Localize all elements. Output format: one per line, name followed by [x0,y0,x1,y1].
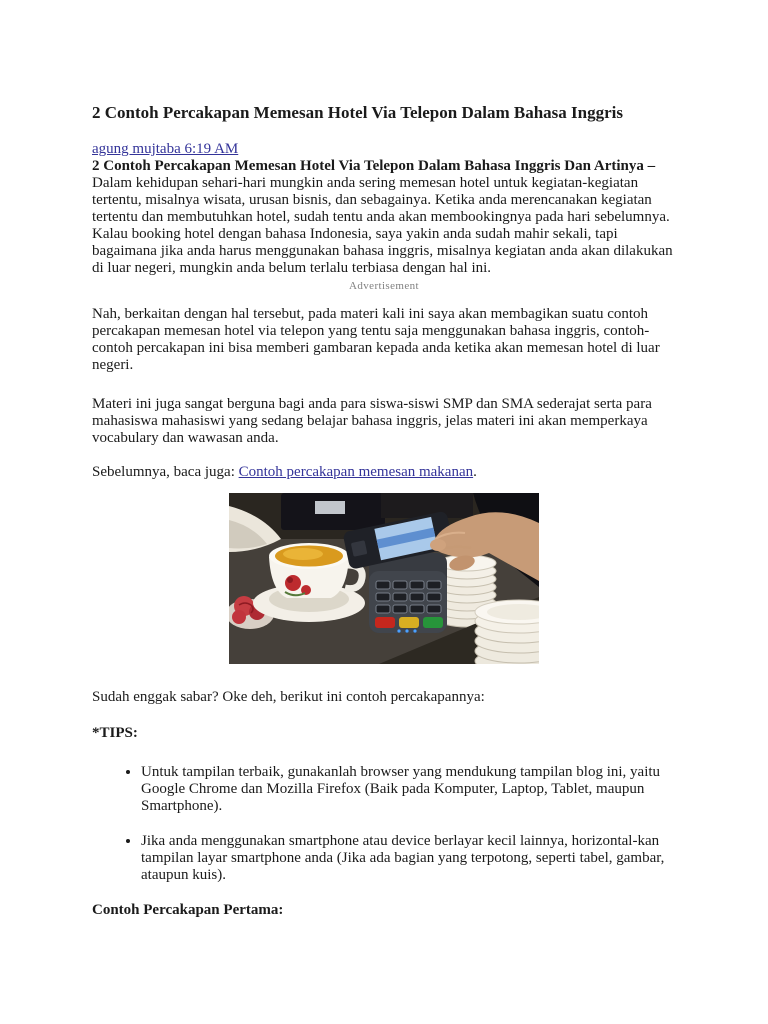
tip-item: • Jika anda menggunakan smartphone atau device berlayar kecil lainnya, horizontal-kan tampilan layar smartphone anda (Jika ada bagian yang terpotong, seperti tabel, gambar, ataupun kuis). [141,833,676,884]
paragraph-sudah: Sudah enggak sabar? Oke deh, berikut ini contoh percakapannya: [92,689,485,705]
read-also-prefix: Sebelumnya, baca juga: [92,464,239,480]
payment-photo-illustration [229,493,539,664]
section-heading-first-conversation: Contoh Percakapan Pertama: [92,902,284,918]
intro-body-text: Dalam kehidupan sehari-hari mungkin anda sering memesan hotel untuk kegiatan-kegiatan tertentu, misalnya wisata, urusan bisnis, dan sebagainya. Ketika anda merencanakan kegiatan tertentu dan membutuhkan hotel, sudah tentu anda akan membookingnya pada hari sebelumnya. Kalau booking hotel dengan bahasa Indonesia, saya yakin anda sudah mahir sekali, tapi bagaimana jika anda harus menggunakan bahasa inggris, misalnya kegiatan anda akan dilakukan di luar negeri, mungkin anda belum terlalu terbiasa dengan hal ini. [92,175,673,276]
intro-paragraph [92,158,676,277]
plate-stack [475,600,539,664]
tips-heading: *TIPS: [92,725,138,741]
tip-item: • Untuk tampilan terbaik, gunakanlah browser yang mendukung tampilan blog ini, yaitu Google Chrome dan Mozilla Firefox (Baik pada Komputer, Laptop, Tablet, maupun Smartphone). [141,764,676,815]
read-also-suffix: . [473,464,477,480]
article-title: 2 Contoh Percakapan Memesan Hotel Via Telepon Dalam Bahasa Inggris [92,103,623,122]
read-also-line [92,464,676,481]
paragraph-materi: Materi ini juga sangat berguna bagi anda para siswa-siswi SMP dan SMA sederajat serta para mahasiswa mahasiswi yang sedang belajar bahasa inggris, jelas materi ini akan memperkaya vocabulary dan wawasan anda. [92,396,652,446]
read-also-link[interactable]: Contoh percakapan memesan makanan [238,464,474,480]
paragraph-nah: Nah, berkaitan dengan hal tersebut, pada materi kali ini saya akan membagikan suatu contoh percakapan memesan hotel via telepon yang tentu saja menggunakan bahasa inggris, contoh-contoh percakapan ini bisa memberi gambaran kepada anda ketika akan memesan hotel di luar negeri. [92,306,660,373]
intro-bold-text: 2 Contoh Percakapan Memesan Hotel Via Telepon Dalam Bahasa Inggris Dan Artinya – [92,158,656,174]
tips-list [92,764,676,884]
document-page [92,103,676,919]
advertisement-label: Advertisement [349,280,419,292]
payment-photo [229,493,539,664]
author-timestamp-link[interactable]: agung mujtaba 6:19 AM [92,141,239,157]
byline [92,141,676,158]
